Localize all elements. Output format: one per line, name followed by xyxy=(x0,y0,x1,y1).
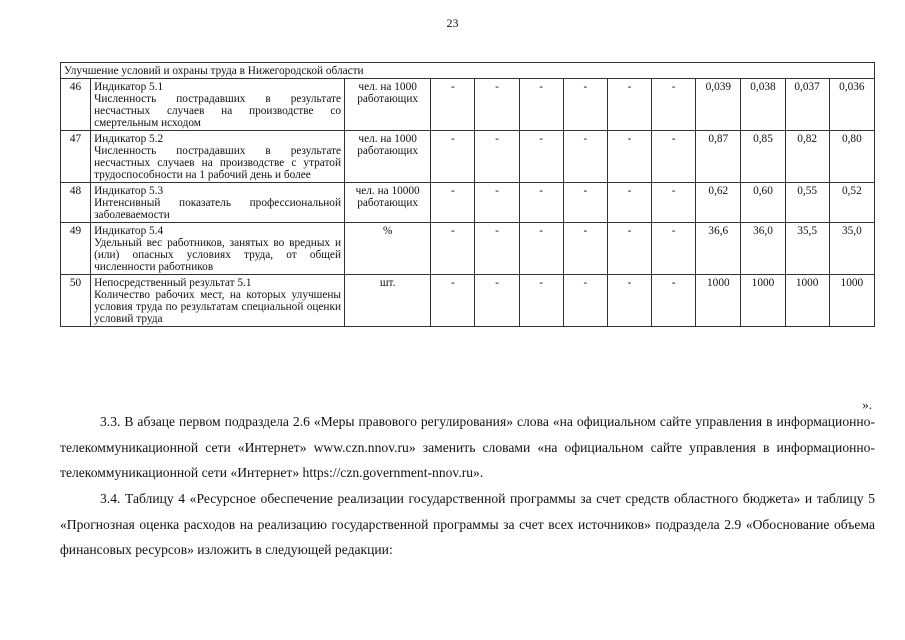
dash-cell: - xyxy=(431,79,475,131)
dash-cell: - xyxy=(475,79,519,131)
dash-cell: - xyxy=(563,275,607,327)
value-cell: 0,52 xyxy=(829,183,874,223)
value-cell: 0,85 xyxy=(741,131,785,183)
dash-cell: - xyxy=(563,183,607,223)
dash-cell: - xyxy=(607,183,651,223)
dash-cell: - xyxy=(431,275,475,327)
dash-cell: - xyxy=(652,223,696,275)
dash-cell: - xyxy=(519,79,563,131)
table-row xyxy=(61,131,875,183)
value-cell: 0,036 xyxy=(829,79,874,131)
dash-cell: - xyxy=(475,275,519,327)
table-row xyxy=(61,79,875,131)
indicator-description: Численность пострадавших в результате несчастных случаев на производстве со смертельным исходом xyxy=(94,93,341,129)
value-cell: 0,039 xyxy=(696,79,741,131)
dash-cell: - xyxy=(519,131,563,183)
section-title: Улучшение условий и охраны труда в Нижегородской области xyxy=(61,63,875,79)
indicator-cell xyxy=(91,131,345,183)
value-cell: 0,87 xyxy=(696,131,741,183)
unit-cell: % xyxy=(345,223,431,275)
unit-cell: чел. на 1000 работающих xyxy=(345,131,431,183)
indicator-description: Удельный вес работников, занятых во вредных и (или) опасных условиях труда, от общей численности работников xyxy=(94,237,341,273)
dash-cell: - xyxy=(652,131,696,183)
indicator-cell xyxy=(91,275,345,327)
value-cell: 0,60 xyxy=(741,183,785,223)
dash-cell: - xyxy=(607,275,651,327)
value-cell: 0,62 xyxy=(696,183,741,223)
dash-cell: - xyxy=(607,79,651,131)
value-cell: 0,82 xyxy=(785,131,829,183)
dash-cell: - xyxy=(607,223,651,275)
indicator-cell xyxy=(91,183,345,223)
value-cell: 0,80 xyxy=(829,131,874,183)
row-number: 47 xyxy=(61,131,91,183)
dash-cell: - xyxy=(431,223,475,275)
dash-cell: - xyxy=(519,223,563,275)
dash-cell: - xyxy=(563,79,607,131)
indicator-title: Индикатор 5.4 xyxy=(94,225,164,237)
indicator-description: Количество рабочих мест, на которых улучшены условия труда по результатам специальной оценки условий труда xyxy=(94,289,341,325)
indicators-table xyxy=(60,62,875,327)
indicator-title: Индикатор 5.1 xyxy=(94,81,164,93)
value-cell: 35,5 xyxy=(785,223,829,275)
dash-cell: - xyxy=(431,183,475,223)
page-number: 23 xyxy=(446,16,459,30)
value-cell: 1000 xyxy=(829,275,874,327)
row-number: 46 xyxy=(61,79,91,131)
dash-cell: - xyxy=(431,131,475,183)
paragraph-3-4: 3.4. Таблицу 4 «Ресурсное обеспечение реализации государственной программы за счет средств областного бюджета» и таблицу 5 «Прогнозная оценка расходов на реализацию государственной программы за счет всех источников» подраздела 2.9 «Обоснование объема финансовых ресурсов» изложить в следующей редакции: xyxy=(60,491,875,557)
value-cell: 0,038 xyxy=(741,79,785,131)
row-number: 50 xyxy=(61,275,91,327)
unit-cell: чел. на 1000 работающих xyxy=(345,79,431,131)
dash-cell: - xyxy=(652,183,696,223)
dash-cell: - xyxy=(652,79,696,131)
dash-cell: - xyxy=(563,223,607,275)
indicator-title: Индикатор 5.3 xyxy=(94,185,164,197)
table-row xyxy=(61,275,875,327)
value-cell: 0,037 xyxy=(785,79,829,131)
value-cell: 1000 xyxy=(696,275,741,327)
dash-cell: - xyxy=(475,183,519,223)
unit-cell: шт. xyxy=(345,275,431,327)
closing-quote: ». xyxy=(862,397,872,412)
value-cell: 1000 xyxy=(741,275,785,327)
dash-cell: - xyxy=(519,275,563,327)
section-header-row xyxy=(61,63,875,79)
row-number: 49 xyxy=(61,223,91,275)
dash-cell: - xyxy=(475,131,519,183)
indicator-description: Интенсивный показатель профессиональной заболеваемости xyxy=(94,197,341,221)
indicator-description: Численность пострадавших в результате несчастных случаев на производстве с утратой трудоспособности на 1 рабочий день и более xyxy=(94,145,341,181)
value-cell: 36,0 xyxy=(741,223,785,275)
indicator-title: Непосредственный результат 5.1 xyxy=(94,277,252,289)
paragraph-3-3: 3.3. В абзаце первом подраздела 2.6 «Меры правового регулирования» слова «на официальном сайте управления в информационно-телекоммуникационной сети «Интернет» www.czn.nnov.ru» заменить словами «на официальном сайте управления в информационно-телекоммуникационной сети «Интернет» https://czn.government-nnov.ru». xyxy=(60,414,875,480)
dash-cell: - xyxy=(563,131,607,183)
dash-cell: - xyxy=(475,223,519,275)
indicator-cell xyxy=(91,79,345,131)
value-cell: 35,0 xyxy=(829,223,874,275)
value-cell: 1000 xyxy=(785,275,829,327)
table-row xyxy=(61,183,875,223)
unit-cell: чел. на 10000 работающих xyxy=(345,183,431,223)
value-cell: 0,55 xyxy=(785,183,829,223)
value-cell: 36,6 xyxy=(696,223,741,275)
dash-cell: - xyxy=(519,183,563,223)
row-number: 48 xyxy=(61,183,91,223)
indicator-cell xyxy=(91,223,345,275)
table-row xyxy=(61,223,875,275)
indicator-title: Индикатор 5.2 xyxy=(94,133,164,145)
dash-cell: - xyxy=(607,131,651,183)
dash-cell: - xyxy=(652,275,696,327)
